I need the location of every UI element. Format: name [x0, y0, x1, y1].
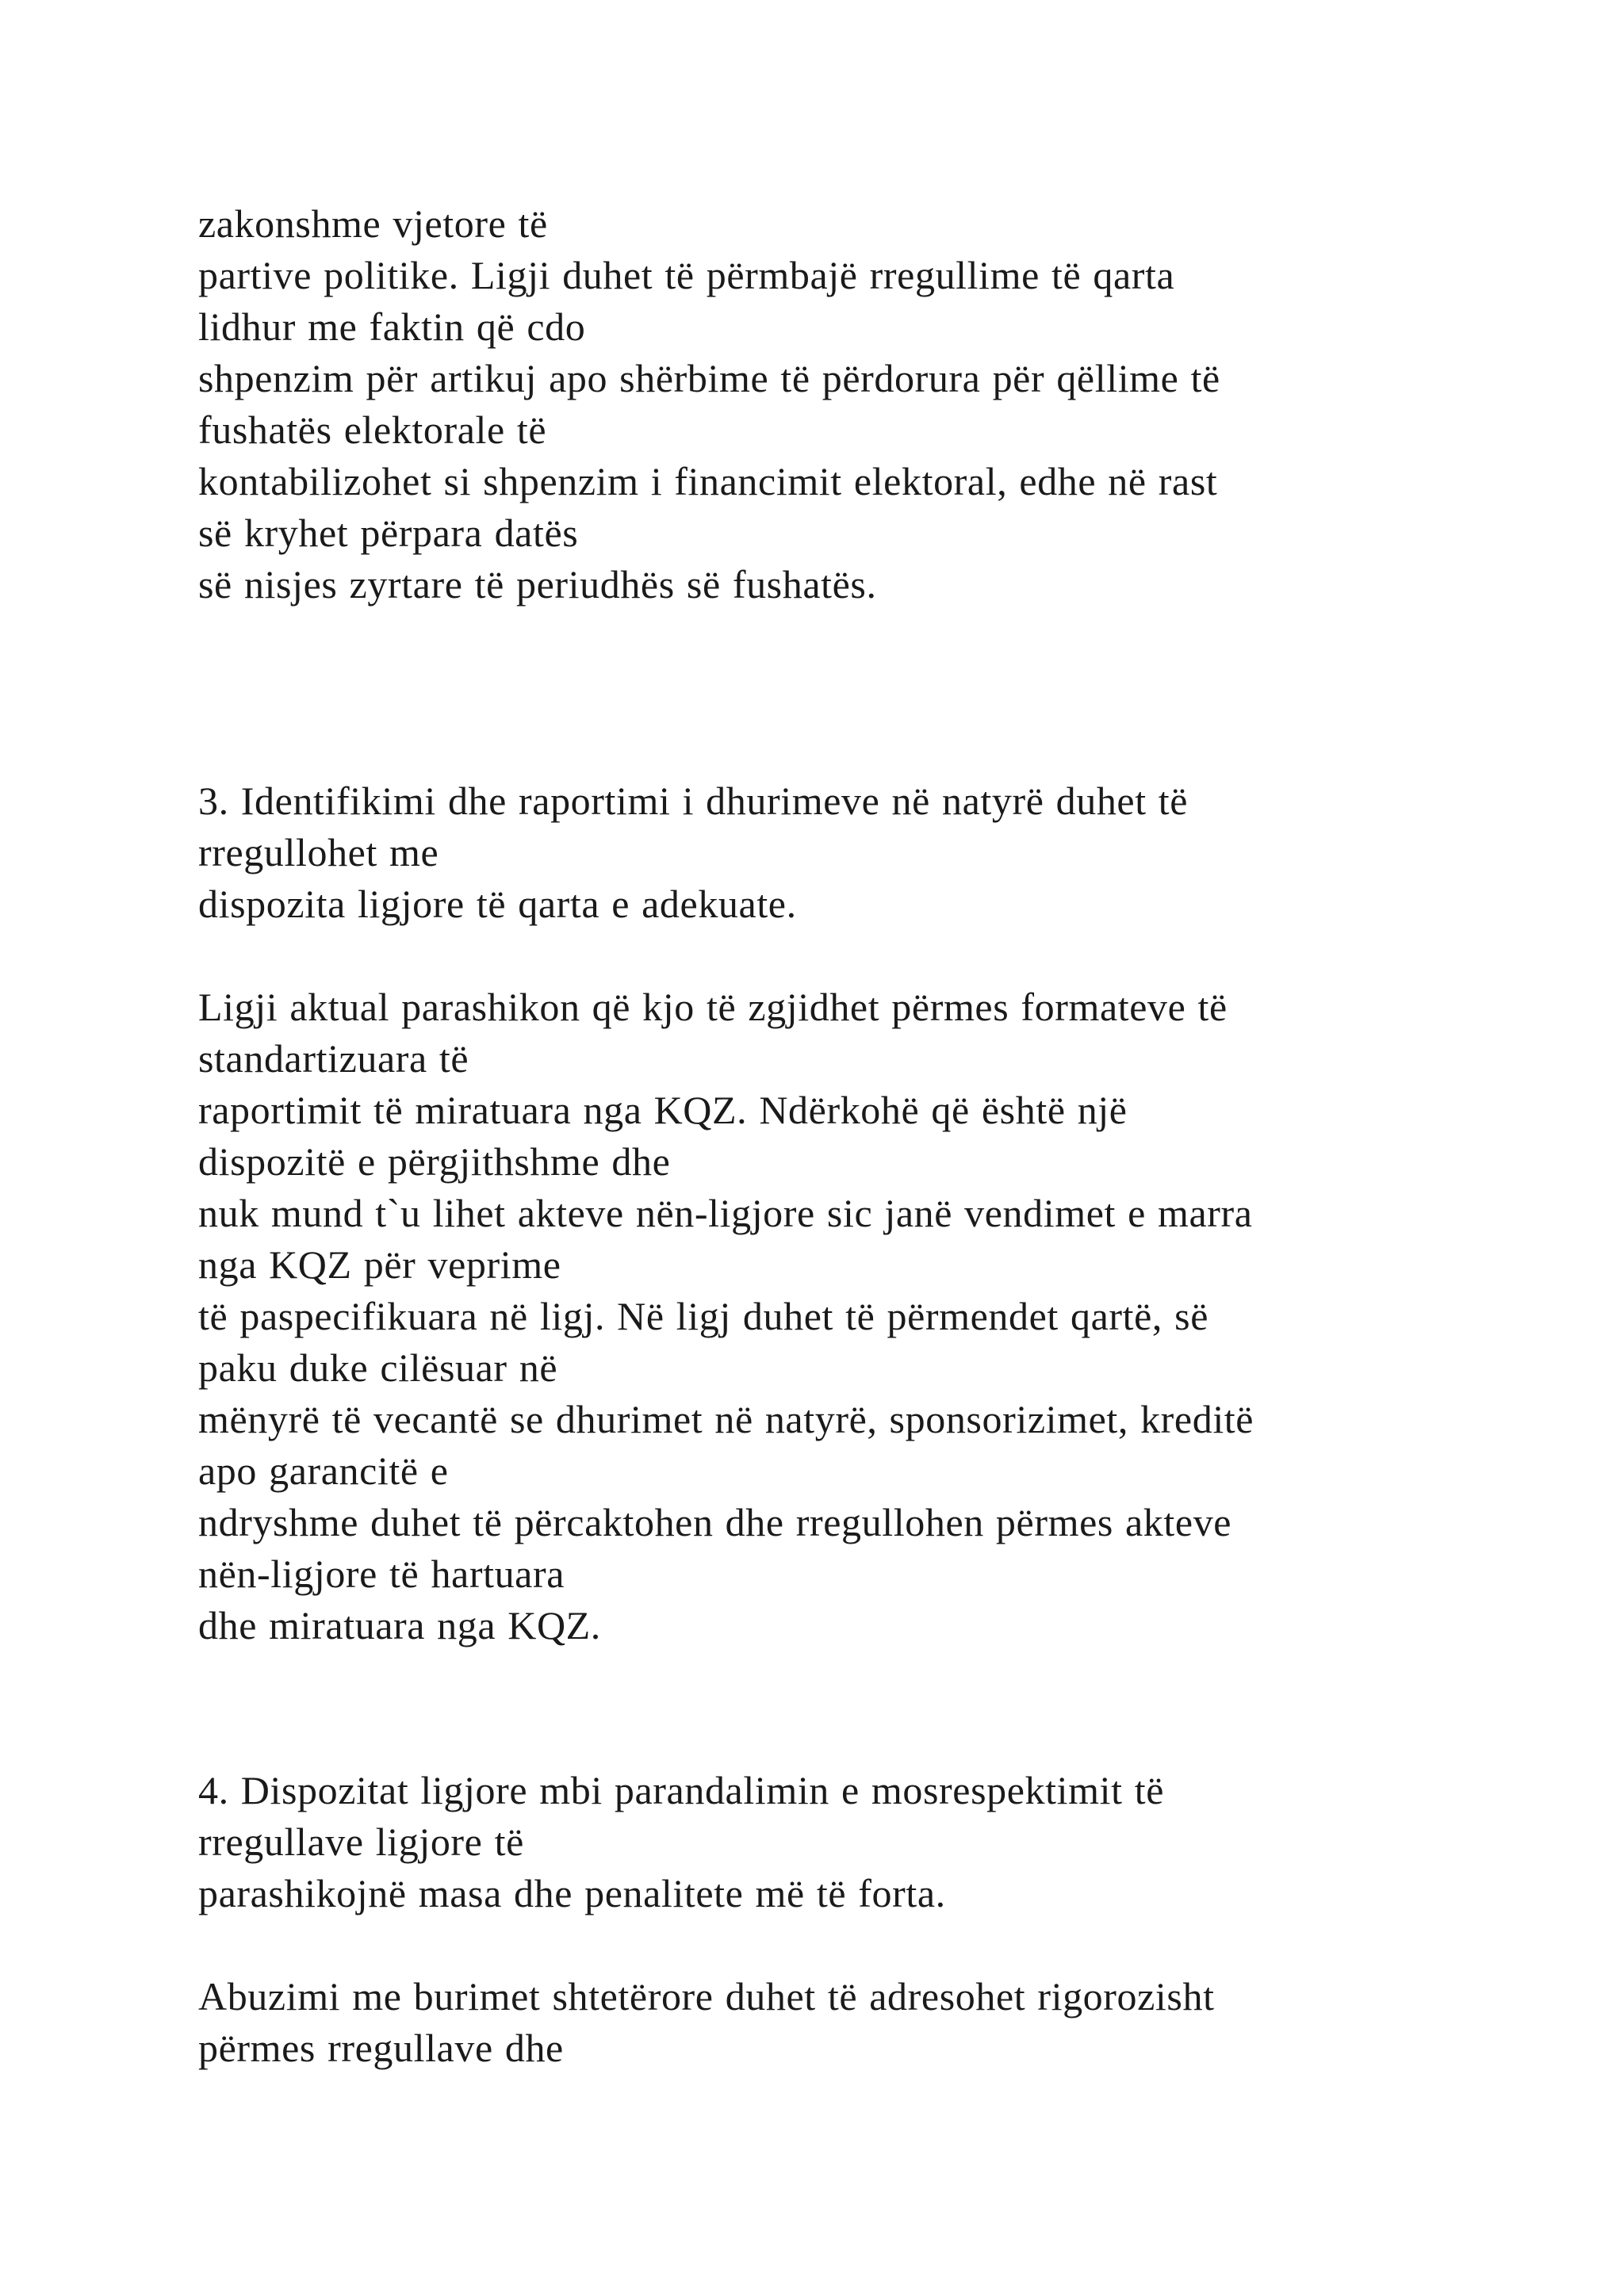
section-heading-4	[198, 1765, 1467, 1919]
text-line: raportimit të miratuara nga KQZ. Ndërkohë që është një	[198, 1088, 1128, 1132]
text-line: apo garancitë e	[198, 1448, 449, 1493]
paragraph-state-resources	[198, 1971, 1467, 2074]
text-line: nën-ligjore të hartuara	[198, 1552, 565, 1596]
text-line: së kryhet përpara datës	[198, 511, 579, 555]
paragraph-campaign-expenses	[198, 198, 1467, 610]
text-line: dispozita ligjore të qarta e adekuate.	[198, 882, 797, 926]
text-line: së nisjes zyrtare të periudhës së fushatës.	[198, 562, 877, 607]
text-line: partive politike. Ligji duhet të përmbajë rregullime të qarta	[198, 253, 1175, 297]
paragraph-current-law	[198, 982, 1467, 1651]
text-line: paku duke cilësuar në	[198, 1345, 558, 1390]
text-line: Ligji aktual parashikon që kjo të zgjidhet përmes formateve të	[198, 985, 1228, 1029]
text-line: dhe miratuara nga KQZ.	[198, 1603, 601, 1647]
text-line: mënyrë të vecantë se dhurimet në natyrë, sponsorizimet, kreditë	[198, 1397, 1254, 1441]
text-line: dispozitë e përgjithshme dhe	[198, 1139, 671, 1184]
text-line: standartizuara të	[198, 1036, 469, 1081]
text-line: shpenzim për artikuj apo shërbime të përdorura për qëllime të	[198, 356, 1220, 400]
text-line: nga KQZ për veprime	[198, 1242, 561, 1287]
text-line: ndryshme duhet të përcaktohen dhe rregullohen përmes akteve	[198, 1500, 1232, 1544]
text-line: zakonshme vjetore të	[198, 201, 548, 246]
text-line: fushatës elektorale të	[198, 408, 547, 452]
text-line: 3. Identifikimi dhe raportimi i dhurimeve në natyrë duhet të	[198, 779, 1189, 823]
text-line: Abuzimi me burimet shtetërore duhet të adresohet rigorozisht	[198, 1974, 1215, 2019]
text-line: kontabilizohet si shpenzim i financimit elektoral, edhe në rast	[198, 459, 1218, 503]
text-line: nuk mund t`u lihet akteve nën-ligjore sic janë vendimet e marra	[198, 1191, 1253, 1235]
text-line: të paspecifikuara në ligj. Në ligj duhet të përmendet qartë, së	[198, 1294, 1208, 1338]
text-line: përmes rregullave dhe	[198, 2026, 564, 2070]
text-line: lidhur me faktin që cdo	[198, 304, 586, 349]
text-line: 4. Dispozitat ligjore mbi parandalimin e mosrespektimit të	[198, 1768, 1164, 1812]
text-line: rregullave ligjore të	[198, 1820, 524, 1864]
text-line: parashikojnë masa dhe penalitete më të forta.	[198, 1871, 946, 1915]
text-line: rregullohet me	[198, 830, 439, 874]
section-heading-3	[198, 775, 1467, 930]
